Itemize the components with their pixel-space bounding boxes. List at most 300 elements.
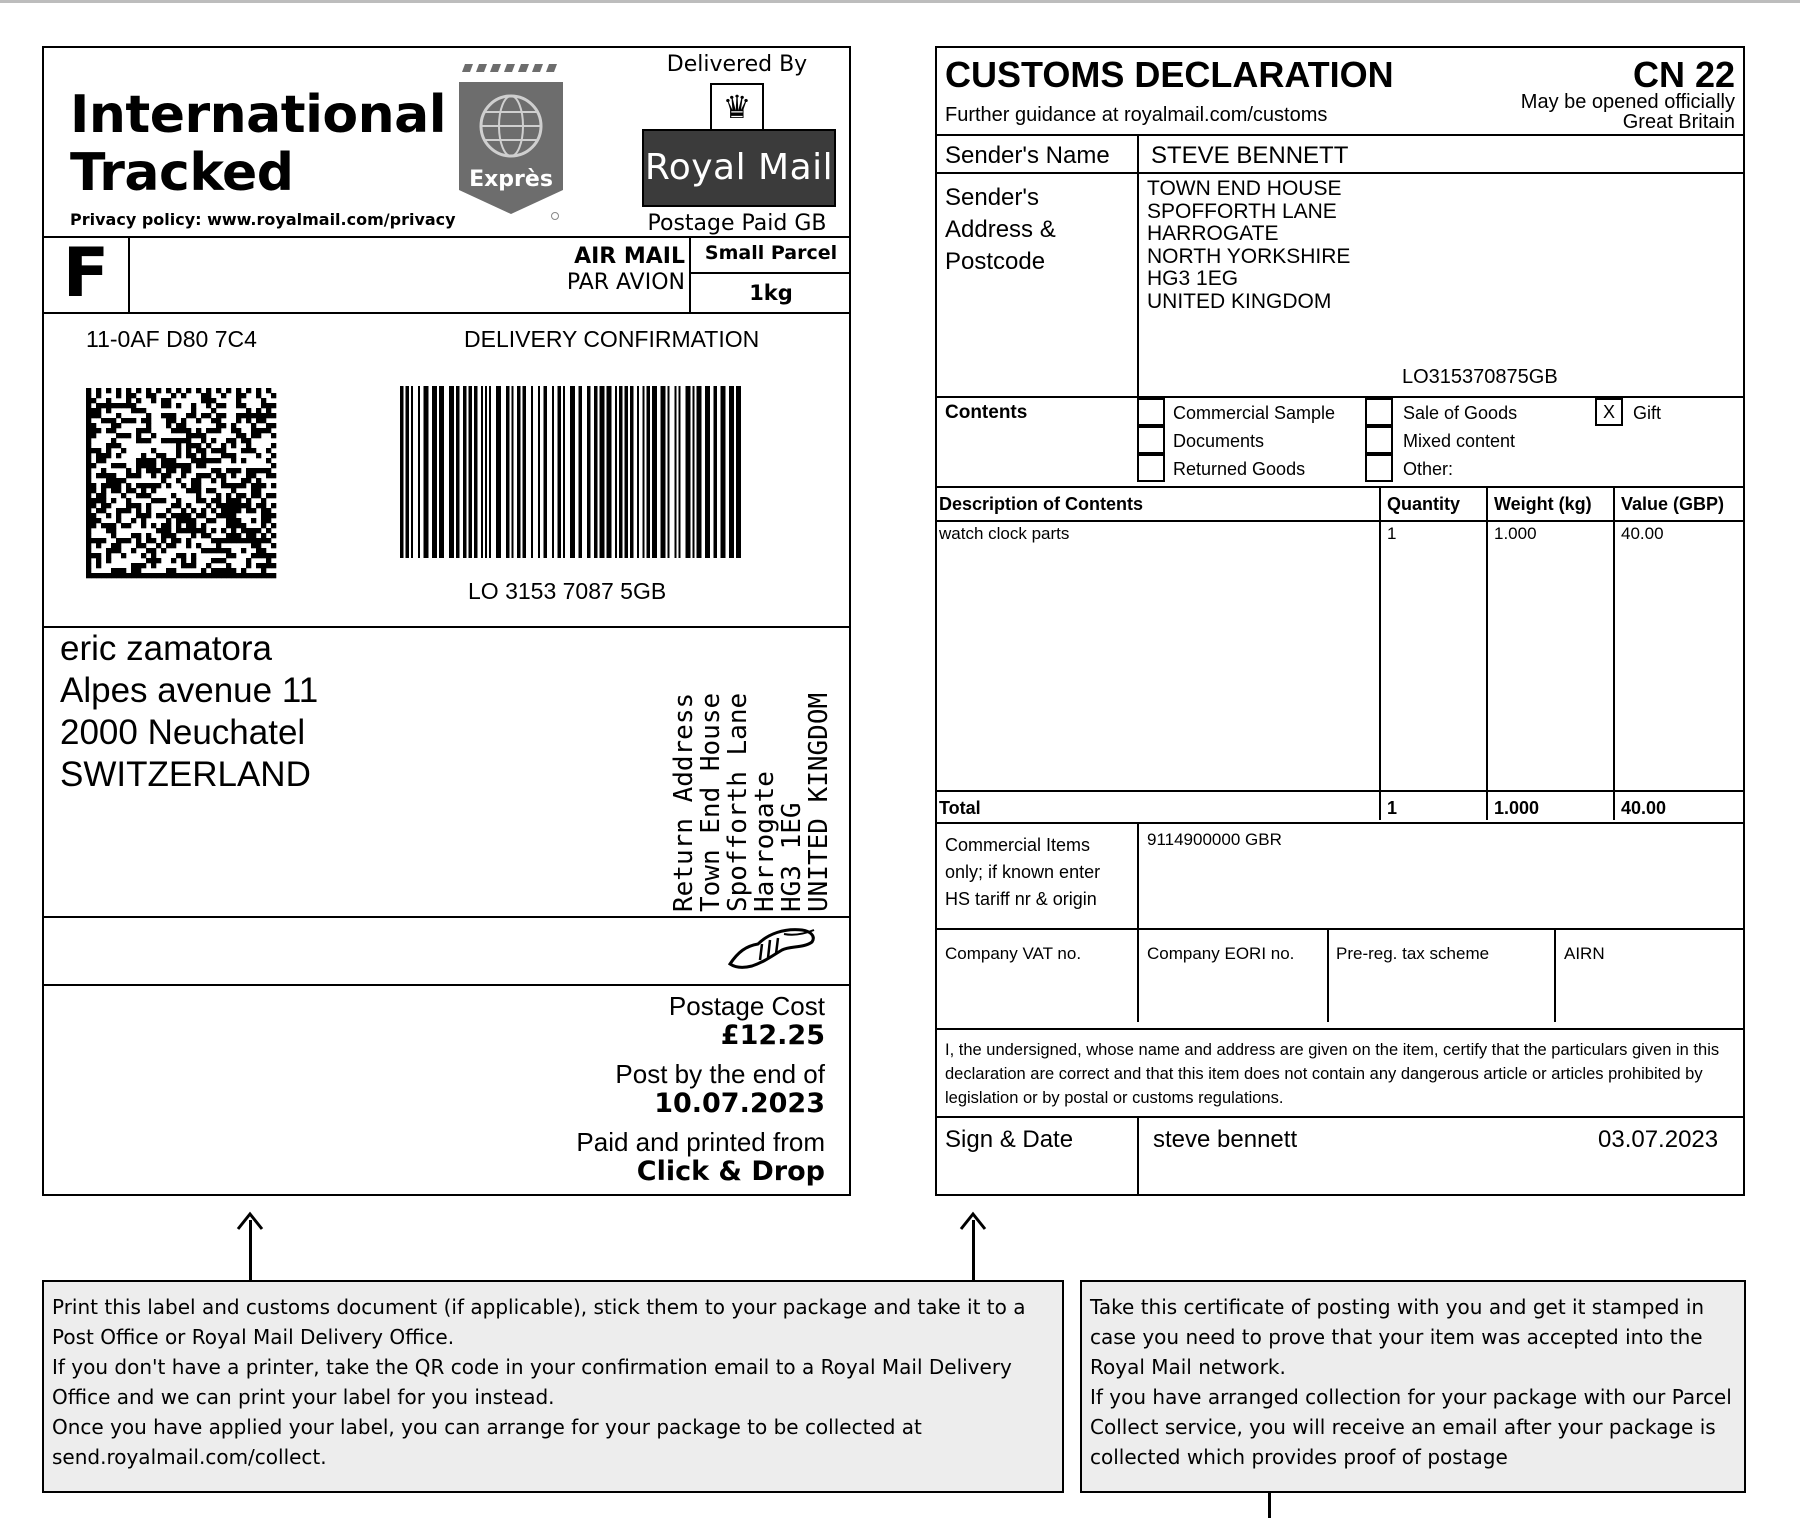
tracking-number: LO 3153 7087 5GB bbox=[468, 578, 667, 604]
datamatrix-module bbox=[186, 453, 191, 458]
datamatrix-module bbox=[136, 538, 141, 543]
datamatrix-module bbox=[201, 448, 206, 453]
checkbox-commercial-sample[interactable] bbox=[1137, 398, 1165, 426]
barcode-bar bbox=[579, 386, 583, 558]
datamatrix-module bbox=[226, 513, 231, 518]
express-logo-icon bbox=[459, 62, 563, 220]
row-description: watch clock parts bbox=[939, 524, 1070, 543]
datamatrix-module bbox=[201, 398, 206, 403]
datamatrix-module bbox=[231, 503, 236, 508]
barcode-bar bbox=[607, 386, 612, 558]
barcode-bar bbox=[558, 386, 562, 558]
datamatrix-module bbox=[116, 403, 121, 408]
item-id: LO315370875GB bbox=[1402, 366, 1558, 388]
row-quantity: 1 bbox=[1387, 524, 1397, 543]
barcode-bar bbox=[406, 386, 410, 558]
datamatrix-module bbox=[211, 448, 216, 453]
svg-text:HG3 1EG: HG3 1EG bbox=[777, 802, 807, 912]
datamatrix-module bbox=[231, 443, 236, 448]
datamatrix-module bbox=[256, 413, 261, 418]
datamatrix-module bbox=[226, 573, 231, 578]
datamatrix-module bbox=[176, 498, 181, 503]
datamatrix-module bbox=[151, 448, 156, 453]
datamatrix-module bbox=[86, 433, 91, 438]
datamatrix-module bbox=[111, 423, 116, 428]
datamatrix-module bbox=[111, 548, 116, 553]
datamatrix-module bbox=[136, 408, 141, 413]
datamatrix-module bbox=[266, 563, 271, 568]
datamatrix-module bbox=[181, 518, 186, 523]
datamatrix-module bbox=[146, 463, 151, 468]
datamatrix-module bbox=[246, 418, 251, 423]
barcode-bar bbox=[538, 386, 540, 558]
barcode-bar bbox=[705, 386, 710, 558]
datamatrix-module bbox=[131, 573, 136, 578]
datamatrix-module bbox=[136, 438, 141, 443]
total-label: Total bbox=[939, 798, 981, 818]
datamatrix-module bbox=[141, 523, 146, 528]
datamatrix-module bbox=[111, 463, 116, 468]
datamatrix-module bbox=[236, 468, 241, 473]
barcode-bar bbox=[630, 386, 634, 558]
datamatrix-module bbox=[241, 483, 246, 488]
datamatrix-module bbox=[216, 458, 221, 463]
datamatrix-module bbox=[91, 413, 96, 418]
datamatrix-module bbox=[201, 568, 206, 573]
label-reference: 11-0AF D80 7C4 bbox=[86, 326, 257, 352]
datamatrix-module bbox=[166, 508, 171, 513]
datamatrix-module bbox=[191, 533, 196, 538]
datamatrix-module bbox=[241, 568, 246, 573]
barcode-bar bbox=[615, 386, 617, 558]
datamatrix-module bbox=[236, 493, 241, 498]
datamatrix-module bbox=[186, 523, 191, 528]
datamatrix-module bbox=[226, 483, 231, 488]
datamatrix-module bbox=[116, 518, 121, 523]
datamatrix-module bbox=[206, 388, 211, 393]
datamatrix-module bbox=[136, 428, 141, 433]
datamatrix-module bbox=[191, 433, 196, 438]
datamatrix-module bbox=[91, 523, 96, 528]
barcode-bar bbox=[474, 386, 478, 558]
hs-label: Commercial Items only; if known enter HS tariff nr & origin bbox=[945, 835, 1101, 909]
datamatrix-module bbox=[171, 503, 176, 508]
datamatrix-module bbox=[261, 428, 266, 433]
datamatrix-module bbox=[86, 478, 91, 483]
datamatrix-module bbox=[271, 513, 276, 518]
datamatrix-module bbox=[151, 488, 156, 493]
datamatrix-module bbox=[86, 413, 91, 418]
datamatrix-module bbox=[86, 388, 91, 393]
datamatrix-module bbox=[111, 543, 116, 548]
datamatrix-module bbox=[241, 403, 246, 408]
datamatrix-module bbox=[216, 448, 221, 453]
datamatrix-module bbox=[146, 483, 151, 488]
datamatrix-module bbox=[231, 483, 236, 488]
datamatrix-module bbox=[251, 533, 256, 538]
datamatrix-module bbox=[191, 458, 196, 463]
datamatrix-module bbox=[221, 558, 226, 563]
datamatrix-module bbox=[166, 528, 171, 533]
datamatrix-module bbox=[251, 508, 256, 513]
barcode-bar bbox=[469, 386, 473, 558]
datamatrix-module bbox=[246, 478, 251, 483]
datamatrix-module bbox=[261, 523, 266, 528]
datamatrix-module bbox=[206, 563, 211, 568]
datamatrix-module bbox=[231, 508, 236, 513]
datamatrix-module bbox=[196, 543, 201, 548]
datamatrix-module bbox=[221, 513, 226, 518]
datamatrix-module bbox=[226, 563, 231, 568]
airn-label: AIRN bbox=[1564, 944, 1605, 963]
datamatrix-module bbox=[96, 573, 101, 578]
barcode-bar bbox=[693, 386, 695, 558]
datamatrix-module bbox=[191, 558, 196, 563]
datamatrix-module bbox=[176, 503, 181, 508]
datamatrix-module bbox=[246, 573, 251, 578]
postage-cost: £12.25 bbox=[720, 1020, 825, 1051]
datamatrix-module bbox=[176, 518, 181, 523]
datamatrix-module bbox=[86, 453, 91, 458]
datamatrix-module bbox=[176, 438, 181, 443]
option-documents: Documents bbox=[1173, 431, 1265, 451]
datamatrix-module bbox=[246, 508, 251, 513]
datamatrix-module bbox=[86, 488, 91, 493]
datamatrix-module bbox=[146, 513, 151, 518]
express-logo-text: Exprès bbox=[469, 167, 553, 192]
barcode-bar bbox=[679, 386, 681, 558]
datamatrix-module bbox=[171, 538, 176, 543]
datamatrix-module bbox=[241, 528, 246, 533]
datamatrix-module bbox=[106, 553, 111, 558]
datamatrix-module bbox=[146, 558, 151, 563]
paid-from: Click & Drop bbox=[636, 1156, 825, 1187]
datamatrix-module bbox=[156, 388, 161, 393]
datamatrix-module bbox=[146, 423, 151, 428]
datamatrix-module bbox=[131, 548, 136, 553]
datamatrix-module bbox=[96, 473, 101, 478]
datamatrix-module bbox=[116, 568, 121, 573]
datamatrix-module bbox=[221, 443, 226, 448]
datamatrix-module bbox=[101, 473, 106, 478]
datamatrix-module bbox=[151, 563, 156, 568]
datamatrix-module bbox=[196, 493, 201, 498]
datamatrix-module bbox=[211, 438, 216, 443]
datamatrix-module bbox=[181, 393, 186, 398]
datamatrix-module bbox=[236, 393, 241, 398]
datamatrix-module bbox=[131, 568, 136, 573]
datamatrix-module bbox=[161, 413, 166, 418]
datamatrix-module bbox=[246, 468, 251, 473]
instructions-certificate: Take this certificate of posting with you and get it stamped in case you need to prove that your item was accepted into the Royal Mail network. If you have arranged collection for your package with our Parcel Collect service, you will receive an email after your package is collected which provides proof of postage bbox=[1080, 1280, 1746, 1493]
datamatrix-module bbox=[226, 553, 231, 558]
datamatrix-module bbox=[151, 463, 156, 468]
datamatrix-module bbox=[211, 458, 216, 463]
checkbox-sale-of-goods[interactable] bbox=[1365, 398, 1393, 426]
datamatrix-module bbox=[246, 538, 251, 543]
barcode-bar bbox=[489, 386, 491, 558]
datamatrix-module bbox=[246, 558, 251, 563]
datamatrix-module bbox=[196, 448, 201, 453]
svg-text:Return Address: Return Address bbox=[669, 692, 699, 912]
datamatrix-module bbox=[171, 463, 176, 468]
datamatrix-module bbox=[231, 458, 236, 463]
datamatrix-module bbox=[186, 543, 191, 548]
datamatrix-module bbox=[216, 548, 221, 553]
datamatrix-module bbox=[251, 493, 256, 498]
checkbox-mixed-content[interactable] bbox=[1365, 426, 1393, 454]
row-weight: 1.000 bbox=[1494, 524, 1537, 543]
datamatrix-module bbox=[251, 543, 256, 548]
datamatrix-module bbox=[256, 468, 261, 473]
datamatrix-module bbox=[221, 573, 226, 578]
datamatrix-module bbox=[206, 398, 211, 403]
datamatrix-module bbox=[206, 533, 211, 538]
datamatrix-module bbox=[111, 438, 116, 443]
page-top-border bbox=[0, 0, 1800, 3]
barcode-bar bbox=[619, 386, 623, 558]
barcode-bar bbox=[729, 386, 734, 558]
datamatrix-module bbox=[151, 458, 156, 463]
datamatrix-module bbox=[181, 418, 186, 423]
datamatrix-module bbox=[271, 403, 276, 408]
option-commercial-sample: Commercial Sample bbox=[1173, 403, 1336, 423]
datamatrix-module bbox=[186, 563, 191, 568]
barcode-bar bbox=[600, 386, 605, 558]
datamatrix-module bbox=[141, 513, 146, 518]
datamatrix-module bbox=[126, 403, 131, 408]
checkbox-documents[interactable] bbox=[1137, 426, 1165, 454]
datamatrix-module bbox=[201, 463, 206, 468]
datamatrix-module bbox=[141, 493, 146, 498]
datamatrix-module bbox=[171, 438, 176, 443]
datamatrix-module bbox=[151, 473, 156, 478]
datamatrix-module bbox=[166, 418, 171, 423]
divider bbox=[937, 172, 1743, 174]
divider bbox=[1486, 486, 1488, 820]
datamatrix-module bbox=[176, 513, 181, 518]
datamatrix-module bbox=[226, 533, 231, 538]
signature: steve bennett bbox=[1153, 1126, 1298, 1153]
datamatrix-module bbox=[271, 443, 276, 448]
datamatrix-module bbox=[166, 483, 171, 488]
datamatrix-module bbox=[121, 478, 126, 483]
barcode-bar bbox=[714, 386, 718, 558]
datamatrix-module bbox=[166, 413, 171, 418]
datamatrix-module bbox=[96, 508, 101, 513]
datamatrix-module bbox=[146, 418, 151, 423]
datamatrix-module bbox=[111, 403, 116, 408]
option-gift: Gift bbox=[1633, 403, 1662, 423]
datamatrix-module bbox=[221, 403, 226, 408]
barcode-bar bbox=[661, 386, 666, 558]
datamatrix-module bbox=[266, 403, 271, 408]
datamatrix-module bbox=[186, 433, 191, 438]
datamatrix-module bbox=[146, 503, 151, 508]
datamatrix-module bbox=[106, 513, 111, 518]
datamatrix-module bbox=[111, 488, 116, 493]
datamatrix-module bbox=[206, 443, 211, 448]
barcode-bar bbox=[512, 386, 514, 558]
checkbox-other[interactable] bbox=[1365, 454, 1393, 482]
datamatrix-module bbox=[191, 508, 196, 513]
datamatrix-module bbox=[146, 438, 151, 443]
datamatrix-module bbox=[96, 388, 101, 393]
datamatrix-module bbox=[111, 428, 116, 433]
datamatrix-module bbox=[86, 553, 91, 558]
datamatrix-module bbox=[216, 473, 221, 478]
datamatrix-module bbox=[106, 398, 111, 403]
datamatrix-module bbox=[136, 513, 141, 518]
datamatrix-module bbox=[166, 573, 171, 578]
barcode-bar bbox=[496, 386, 501, 558]
sign-date: 03.07.2023 bbox=[1598, 1126, 1719, 1153]
datamatrix-module bbox=[96, 563, 101, 568]
datamatrix-module bbox=[226, 453, 231, 458]
datamatrix-module bbox=[116, 433, 121, 438]
datamatrix-module bbox=[156, 453, 161, 458]
datamatrix-module bbox=[86, 508, 91, 513]
recipient-address: eric zamatora Alpes avenue 11 2000 Neuchatel SWITZERLAND bbox=[60, 629, 319, 794]
datamatrix-module bbox=[91, 538, 96, 543]
datamatrix-module bbox=[161, 528, 166, 533]
datamatrix-module bbox=[136, 463, 141, 468]
datamatrix-module bbox=[171, 558, 176, 563]
datamatrix-module bbox=[171, 393, 176, 398]
datamatrix-module bbox=[206, 573, 211, 578]
datamatrix-module bbox=[221, 503, 226, 508]
barcode-bar bbox=[456, 386, 460, 558]
datamatrix-module bbox=[91, 433, 96, 438]
datamatrix-module bbox=[251, 428, 256, 433]
datamatrix-module bbox=[186, 528, 191, 533]
datamatrix-module bbox=[121, 433, 126, 438]
datamatrix-module bbox=[91, 518, 96, 523]
datamatrix-module bbox=[196, 528, 201, 533]
datamatrix-module bbox=[231, 423, 236, 428]
datamatrix-module bbox=[221, 483, 226, 488]
datamatrix-module bbox=[256, 428, 261, 433]
datamatrix-module bbox=[111, 418, 116, 423]
datamatrix-module bbox=[211, 488, 216, 493]
datamatrix-module bbox=[191, 478, 196, 483]
datamatrix-module bbox=[181, 483, 186, 488]
datamatrix-module bbox=[141, 428, 146, 433]
datamatrix-module bbox=[161, 513, 166, 518]
datamatrix-module bbox=[86, 533, 91, 538]
datamatrix-module bbox=[136, 503, 141, 508]
datamatrix-module bbox=[166, 468, 171, 473]
datamatrix-module bbox=[151, 538, 156, 543]
datamatrix-module bbox=[116, 488, 121, 493]
datamatrix-module bbox=[86, 403, 91, 408]
datamatrix-module bbox=[271, 473, 276, 478]
datamatrix-module bbox=[131, 408, 136, 413]
datamatrix-module bbox=[236, 573, 241, 578]
crown-icon: ♛ bbox=[710, 83, 764, 131]
datamatrix-module bbox=[121, 418, 126, 423]
post-by-label: Post by the end of bbox=[615, 1059, 825, 1089]
divider bbox=[1137, 822, 1139, 1022]
datamatrix-module bbox=[216, 513, 221, 518]
privacy-policy: Privacy policy: www.royalmail.com/privacy bbox=[70, 210, 456, 229]
datamatrix-module bbox=[101, 508, 106, 513]
datamatrix-module bbox=[196, 443, 201, 448]
datamatrix-module bbox=[241, 478, 246, 483]
datamatrix-module bbox=[106, 448, 111, 453]
datamatrix-module bbox=[126, 503, 131, 508]
checkbox-gift[interactable]: X bbox=[1595, 398, 1623, 426]
datamatrix-module bbox=[226, 523, 231, 528]
datamatrix-module bbox=[191, 518, 196, 523]
datamatrix-module bbox=[91, 448, 96, 453]
datamatrix-module bbox=[111, 443, 116, 448]
datamatrix-module bbox=[211, 418, 216, 423]
datamatrix-module bbox=[96, 428, 101, 433]
datamatrix-module bbox=[261, 513, 266, 518]
datamatrix-module bbox=[201, 458, 206, 463]
checkbox-returned-goods[interactable] bbox=[1137, 454, 1165, 482]
datamatrix-module bbox=[116, 388, 121, 393]
customs-title: CUSTOMS DECLARATION bbox=[945, 54, 1394, 95]
datamatrix-module bbox=[271, 533, 276, 538]
datamatrix-module bbox=[196, 498, 201, 503]
barcode-bar bbox=[485, 386, 487, 558]
datamatrix-module bbox=[171, 418, 176, 423]
parcel-box bbox=[689, 236, 851, 312]
datamatrix-module bbox=[91, 503, 96, 508]
divider bbox=[1613, 486, 1615, 820]
datamatrix-module bbox=[241, 413, 246, 418]
datamatrix-module bbox=[161, 473, 166, 478]
datamatrix-module bbox=[121, 403, 126, 408]
datamatrix-module bbox=[166, 438, 171, 443]
datamatrix-module bbox=[191, 553, 196, 558]
divider bbox=[1327, 928, 1329, 1022]
datamatrix-module bbox=[161, 533, 166, 538]
datamatrix-module bbox=[266, 473, 271, 478]
datamatrix-module bbox=[251, 553, 256, 558]
customs-guidance: Further guidance at royalmail.com/customs bbox=[945, 104, 1328, 126]
datamatrix-module bbox=[126, 398, 131, 403]
datamatrix-module bbox=[171, 573, 176, 578]
eori-label: Company EORI no. bbox=[1147, 944, 1295, 963]
divider bbox=[937, 486, 1743, 488]
divider bbox=[44, 312, 849, 314]
datamatrix-module bbox=[106, 473, 111, 478]
datamatrix-module bbox=[216, 503, 221, 508]
datamatrix-module bbox=[171, 543, 176, 548]
datamatrix-module bbox=[126, 488, 131, 493]
barcode-bar bbox=[449, 386, 454, 558]
datamatrix-module bbox=[241, 433, 246, 438]
datamatrix-module bbox=[211, 468, 216, 473]
datamatrix-module bbox=[206, 428, 211, 433]
datamatrix-module bbox=[176, 453, 181, 458]
datamatrix-module bbox=[121, 573, 126, 578]
barcode-bar bbox=[643, 386, 645, 558]
datamatrix-module bbox=[141, 563, 146, 568]
datamatrix-module bbox=[161, 478, 166, 483]
datamatrix-module bbox=[86, 428, 91, 433]
datamatrix-module bbox=[266, 428, 271, 433]
postage-paid: Postage Paid GB bbox=[647, 211, 827, 236]
datamatrix-module bbox=[151, 523, 156, 528]
datamatrix-module bbox=[241, 438, 246, 443]
datamatrix-module bbox=[186, 448, 191, 453]
datamatrix-module bbox=[126, 468, 131, 473]
datamatrix-module bbox=[186, 463, 191, 468]
